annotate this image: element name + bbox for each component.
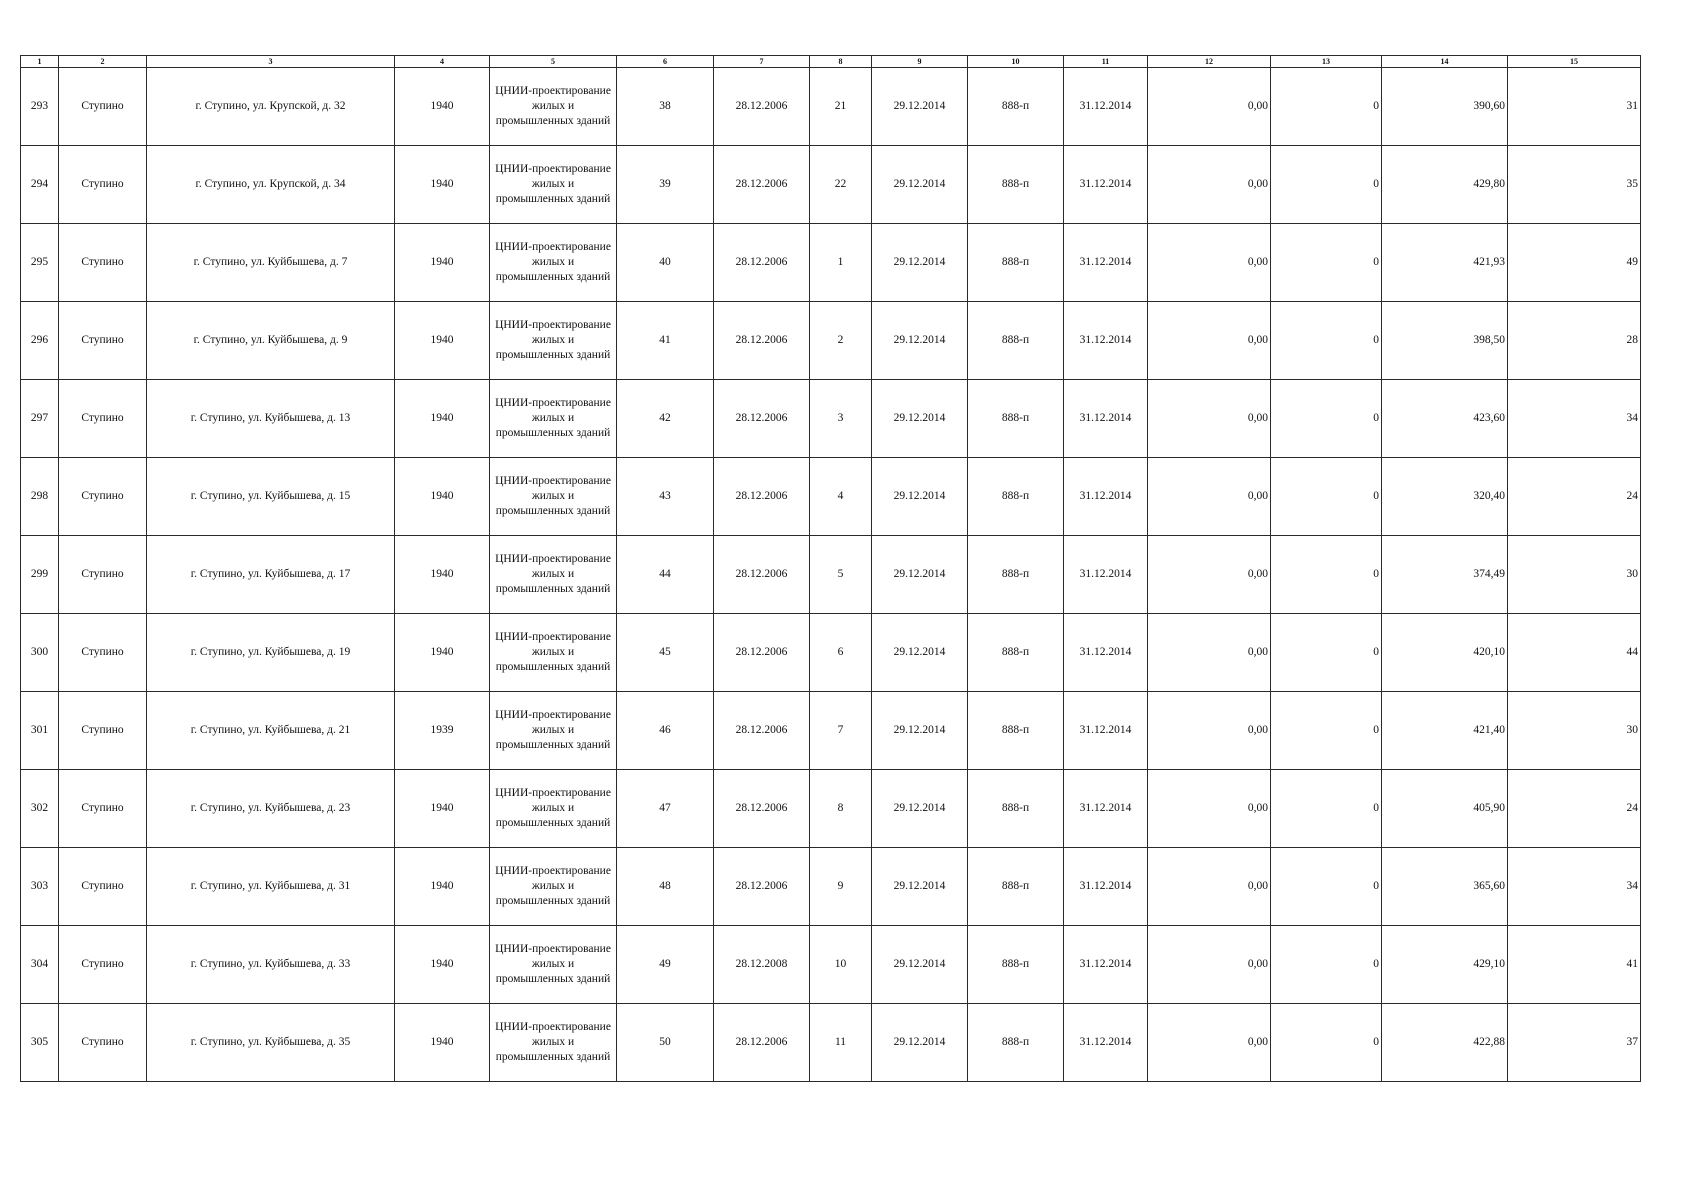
total-area-cell: 320,40 <box>1382 458 1508 536</box>
area-cell: 0,00 <box>1148 536 1271 614</box>
table-row <box>21 770 1641 848</box>
locality-cell: Ступино <box>59 458 147 536</box>
locality-cell: Ступино <box>59 302 147 380</box>
locality-cell: Ступино <box>59 146 147 224</box>
total-area-cell: 429,80 <box>1382 146 1508 224</box>
table-row <box>21 536 1641 614</box>
doc-date-cell: 28.12.2006 <box>714 1004 810 1082</box>
deadline-date-cell: 31.12.2014 <box>1064 848 1148 926</box>
order-number-cell: 888-п <box>968 302 1064 380</box>
total-area-cell: 421,40 <box>1382 692 1508 770</box>
item-number-cell: 21 <box>810 68 872 146</box>
order-number-cell: 888-п <box>968 692 1064 770</box>
decision-date-cell: 29.12.2014 <box>872 1004 968 1082</box>
area-cell: 0,00 <box>1148 926 1271 1004</box>
count-cell: 0 <box>1271 380 1382 458</box>
item-number-cell: 3 <box>810 380 872 458</box>
year-cell: 1940 <box>395 68 490 146</box>
organization-cell: ЦНИИ-проектирование жилых и промышленных зданий <box>490 848 617 926</box>
row-number-cell: 305 <box>21 1004 59 1082</box>
decision-date-cell: 29.12.2014 <box>872 770 968 848</box>
address-cell: г. Ступино, ул. Куйбышева, д. 19 <box>147 614 395 692</box>
year-cell: 1939 <box>395 692 490 770</box>
decision-date-cell: 29.12.2014 <box>872 692 968 770</box>
residents-cell: 49 <box>1508 224 1641 302</box>
total-area-cell: 374,49 <box>1382 536 1508 614</box>
doc-number-cell: 41 <box>617 302 714 380</box>
row-number-cell: 297 <box>21 380 59 458</box>
column-header-9: 9 <box>872 56 968 68</box>
locality-cell: Ступино <box>59 380 147 458</box>
doc-date-cell: 28.12.2006 <box>714 692 810 770</box>
deadline-date-cell: 31.12.2014 <box>1064 302 1148 380</box>
total-area-cell: 429,10 <box>1382 926 1508 1004</box>
count-cell: 0 <box>1271 68 1382 146</box>
table-row <box>21 848 1641 926</box>
row-number-cell: 296 <box>21 302 59 380</box>
column-header-12: 12 <box>1148 56 1271 68</box>
column-header-2: 2 <box>59 56 147 68</box>
count-cell: 0 <box>1271 848 1382 926</box>
count-cell: 0 <box>1271 1004 1382 1082</box>
table-row <box>21 692 1641 770</box>
year-cell: 1940 <box>395 536 490 614</box>
item-number-cell: 10 <box>810 926 872 1004</box>
doc-number-cell: 42 <box>617 380 714 458</box>
order-number-cell: 888-п <box>968 926 1064 1004</box>
total-area-cell: 423,60 <box>1382 380 1508 458</box>
address-cell: г. Ступино, ул. Куйбышева, д. 35 <box>147 1004 395 1082</box>
residents-cell: 37 <box>1508 1004 1641 1082</box>
deadline-date-cell: 31.12.2014 <box>1064 536 1148 614</box>
locality-cell: Ступино <box>59 1004 147 1082</box>
column-header-7: 7 <box>714 56 810 68</box>
column-header-3: 3 <box>147 56 395 68</box>
deadline-date-cell: 31.12.2014 <box>1064 380 1148 458</box>
table-row <box>21 1004 1641 1082</box>
column-header-15: 15 <box>1508 56 1641 68</box>
order-number-cell: 888-п <box>968 380 1064 458</box>
residents-cell: 44 <box>1508 614 1641 692</box>
item-number-cell: 11 <box>810 1004 872 1082</box>
row-number-cell: 300 <box>21 614 59 692</box>
column-header-10: 10 <box>968 56 1064 68</box>
total-area-cell: 405,90 <box>1382 770 1508 848</box>
area-cell: 0,00 <box>1148 692 1271 770</box>
order-number-cell: 888-п <box>968 614 1064 692</box>
doc-number-cell: 47 <box>617 770 714 848</box>
item-number-cell: 1 <box>810 224 872 302</box>
item-number-cell: 22 <box>810 146 872 224</box>
decision-date-cell: 29.12.2014 <box>872 380 968 458</box>
doc-number-cell: 46 <box>617 692 714 770</box>
year-cell: 1940 <box>395 848 490 926</box>
residents-cell: 35 <box>1508 146 1641 224</box>
area-cell: 0,00 <box>1148 380 1271 458</box>
column-header-11: 11 <box>1064 56 1148 68</box>
residents-cell: 28 <box>1508 302 1641 380</box>
organization-cell: ЦНИИ-проектирование жилых и промышленных зданий <box>490 536 617 614</box>
deadline-date-cell: 31.12.2014 <box>1064 692 1148 770</box>
doc-date-cell: 28.12.2006 <box>714 536 810 614</box>
year-cell: 1940 <box>395 1004 490 1082</box>
year-cell: 1940 <box>395 224 490 302</box>
residents-cell: 30 <box>1508 536 1641 614</box>
address-cell: г. Ступино, ул. Куйбышева, д. 15 <box>147 458 395 536</box>
count-cell: 0 <box>1271 536 1382 614</box>
decision-date-cell: 29.12.2014 <box>872 68 968 146</box>
decision-date-cell: 29.12.2014 <box>872 614 968 692</box>
year-cell: 1940 <box>395 614 490 692</box>
year-cell: 1940 <box>395 770 490 848</box>
doc-number-cell: 49 <box>617 926 714 1004</box>
address-cell: г. Ступино, ул. Крупской, д. 34 <box>147 146 395 224</box>
decision-date-cell: 29.12.2014 <box>872 536 968 614</box>
table-row <box>21 380 1641 458</box>
count-cell: 0 <box>1271 770 1382 848</box>
doc-number-cell: 44 <box>617 536 714 614</box>
decision-date-cell: 29.12.2014 <box>872 848 968 926</box>
locality-cell: Ступино <box>59 68 147 146</box>
doc-date-cell: 28.12.2006 <box>714 146 810 224</box>
organization-cell: ЦНИИ-проектирование жилых и промышленных зданий <box>490 380 617 458</box>
item-number-cell: 7 <box>810 692 872 770</box>
total-area-cell: 420,10 <box>1382 614 1508 692</box>
doc-date-cell: 28.12.2006 <box>714 614 810 692</box>
year-cell: 1940 <box>395 302 490 380</box>
year-cell: 1940 <box>395 380 490 458</box>
address-cell: г. Ступино, ул. Куйбышева, д. 21 <box>147 692 395 770</box>
organization-cell: ЦНИИ-проектирование жилых и промышленных зданий <box>490 68 617 146</box>
table-row <box>21 68 1641 146</box>
area-cell: 0,00 <box>1148 848 1271 926</box>
doc-number-cell: 40 <box>617 224 714 302</box>
doc-number-cell: 39 <box>617 146 714 224</box>
column-header-1: 1 <box>21 56 59 68</box>
doc-date-cell: 28.12.2006 <box>714 68 810 146</box>
residents-cell: 34 <box>1508 848 1641 926</box>
residents-cell: 30 <box>1508 692 1641 770</box>
organization-cell: ЦНИИ-проектирование жилых и промышленных зданий <box>490 614 617 692</box>
column-header-14: 14 <box>1382 56 1508 68</box>
row-number-cell: 295 <box>21 224 59 302</box>
order-number-cell: 888-п <box>968 146 1064 224</box>
locality-cell: Ступино <box>59 224 147 302</box>
address-cell: г. Ступино, ул. Куйбышева, д. 23 <box>147 770 395 848</box>
row-number-cell: 294 <box>21 146 59 224</box>
area-cell: 0,00 <box>1148 146 1271 224</box>
decision-date-cell: 29.12.2014 <box>872 302 968 380</box>
organization-cell: ЦНИИ-проектирование жилых и промышленных зданий <box>490 458 617 536</box>
count-cell: 0 <box>1271 692 1382 770</box>
deadline-date-cell: 31.12.2014 <box>1064 926 1148 1004</box>
address-cell: г. Ступино, ул. Крупской, д. 32 <box>147 68 395 146</box>
doc-number-cell: 43 <box>617 458 714 536</box>
count-cell: 0 <box>1271 614 1382 692</box>
decision-date-cell: 29.12.2014 <box>872 458 968 536</box>
column-header-4: 4 <box>395 56 490 68</box>
total-area-cell: 421,93 <box>1382 224 1508 302</box>
table-row <box>21 926 1641 1004</box>
order-number-cell: 888-п <box>968 68 1064 146</box>
locality-cell: Ступино <box>59 848 147 926</box>
address-cell: г. Ступино, ул. Куйбышева, д. 13 <box>147 380 395 458</box>
area-cell: 0,00 <box>1148 770 1271 848</box>
deadline-date-cell: 31.12.2014 <box>1064 458 1148 536</box>
count-cell: 0 <box>1271 302 1382 380</box>
area-cell: 0,00 <box>1148 614 1271 692</box>
total-area-cell: 422,88 <box>1382 1004 1508 1082</box>
doc-date-cell: 28.12.2006 <box>714 770 810 848</box>
column-header-13: 13 <box>1271 56 1382 68</box>
column-header-6: 6 <box>617 56 714 68</box>
locality-cell: Ступино <box>59 926 147 1004</box>
organization-cell: ЦНИИ-проектирование жилых и промышленных зданий <box>490 224 617 302</box>
address-cell: г. Ступино, ул. Куйбышева, д. 7 <box>147 224 395 302</box>
address-cell: г. Ступино, ул. Куйбышева, д. 31 <box>147 848 395 926</box>
item-number-cell: 9 <box>810 848 872 926</box>
deadline-date-cell: 31.12.2014 <box>1064 68 1148 146</box>
row-number-cell: 293 <box>21 68 59 146</box>
area-cell: 0,00 <box>1148 1004 1271 1082</box>
count-cell: 0 <box>1271 224 1382 302</box>
column-header-8: 8 <box>810 56 872 68</box>
residents-cell: 24 <box>1508 458 1641 536</box>
count-cell: 0 <box>1271 926 1382 1004</box>
deadline-date-cell: 31.12.2014 <box>1064 614 1148 692</box>
count-cell: 0 <box>1271 146 1382 224</box>
registry-table <box>20 55 1641 1082</box>
area-cell: 0,00 <box>1148 224 1271 302</box>
order-number-cell: 888-п <box>968 848 1064 926</box>
deadline-date-cell: 31.12.2014 <box>1064 1004 1148 1082</box>
table-row <box>21 224 1641 302</box>
doc-number-cell: 48 <box>617 848 714 926</box>
table-row <box>21 458 1641 536</box>
item-number-cell: 2 <box>810 302 872 380</box>
locality-cell: Ступино <box>59 692 147 770</box>
row-number-cell: 303 <box>21 848 59 926</box>
deadline-date-cell: 31.12.2014 <box>1064 224 1148 302</box>
item-number-cell: 4 <box>810 458 872 536</box>
row-number-cell: 299 <box>21 536 59 614</box>
order-number-cell: 888-п <box>968 458 1064 536</box>
doc-date-cell: 28.12.2006 <box>714 224 810 302</box>
doc-date-cell: 28.12.2006 <box>714 848 810 926</box>
table-body <box>21 68 1641 1082</box>
residents-cell: 34 <box>1508 380 1641 458</box>
area-cell: 0,00 <box>1148 68 1271 146</box>
organization-cell: ЦНИИ-проектирование жилых и промышленных зданий <box>490 692 617 770</box>
decision-date-cell: 29.12.2014 <box>872 926 968 1004</box>
locality-cell: Ступино <box>59 770 147 848</box>
doc-date-cell: 28.12.2006 <box>714 302 810 380</box>
order-number-cell: 888-п <box>968 224 1064 302</box>
locality-cell: Ступино <box>59 536 147 614</box>
organization-cell: ЦНИИ-проектирование жилых и промышленных зданий <box>490 302 617 380</box>
year-cell: 1940 <box>395 146 490 224</box>
item-number-cell: 5 <box>810 536 872 614</box>
doc-number-cell: 50 <box>617 1004 714 1082</box>
doc-number-cell: 45 <box>617 614 714 692</box>
table-row <box>21 614 1641 692</box>
doc-date-cell: 28.12.2006 <box>714 458 810 536</box>
doc-date-cell: 28.12.2008 <box>714 926 810 1004</box>
registry-sheet <box>20 55 1640 1082</box>
header-row <box>21 56 1641 68</box>
total-area-cell: 390,60 <box>1382 68 1508 146</box>
address-cell: г. Ступино, ул. Куйбышева, д. 17 <box>147 536 395 614</box>
item-number-cell: 8 <box>810 770 872 848</box>
row-number-cell: 302 <box>21 770 59 848</box>
row-number-cell: 298 <box>21 458 59 536</box>
total-area-cell: 398,50 <box>1382 302 1508 380</box>
year-cell: 1940 <box>395 926 490 1004</box>
organization-cell: ЦНИИ-проектирование жилых и промышленных зданий <box>490 926 617 1004</box>
item-number-cell: 6 <box>810 614 872 692</box>
decision-date-cell: 29.12.2014 <box>872 224 968 302</box>
column-header-5: 5 <box>490 56 617 68</box>
total-area-cell: 365,60 <box>1382 848 1508 926</box>
area-cell: 0,00 <box>1148 302 1271 380</box>
row-number-cell: 304 <box>21 926 59 1004</box>
order-number-cell: 888-п <box>968 1004 1064 1082</box>
residents-cell: 31 <box>1508 68 1641 146</box>
organization-cell: ЦНИИ-проектирование жилых и промышленных зданий <box>490 770 617 848</box>
organization-cell: ЦНИИ-проектирование жилых и промышленных зданий <box>490 146 617 224</box>
table-row <box>21 146 1641 224</box>
deadline-date-cell: 31.12.2014 <box>1064 770 1148 848</box>
doc-date-cell: 28.12.2006 <box>714 380 810 458</box>
organization-cell: ЦНИИ-проектирование жилых и промышленных зданий <box>490 1004 617 1082</box>
table-row <box>21 302 1641 380</box>
count-cell: 0 <box>1271 458 1382 536</box>
area-cell: 0,00 <box>1148 458 1271 536</box>
address-cell: г. Ступино, ул. Куйбышева, д. 33 <box>147 926 395 1004</box>
address-cell: г. Ступино, ул. Куйбышева, д. 9 <box>147 302 395 380</box>
decision-date-cell: 29.12.2014 <box>872 146 968 224</box>
residents-cell: 41 <box>1508 926 1641 1004</box>
year-cell: 1940 <box>395 458 490 536</box>
locality-cell: Ступино <box>59 614 147 692</box>
row-number-cell: 301 <box>21 692 59 770</box>
order-number-cell: 888-п <box>968 770 1064 848</box>
residents-cell: 24 <box>1508 770 1641 848</box>
deadline-date-cell: 31.12.2014 <box>1064 146 1148 224</box>
order-number-cell: 888-п <box>968 536 1064 614</box>
doc-number-cell: 38 <box>617 68 714 146</box>
